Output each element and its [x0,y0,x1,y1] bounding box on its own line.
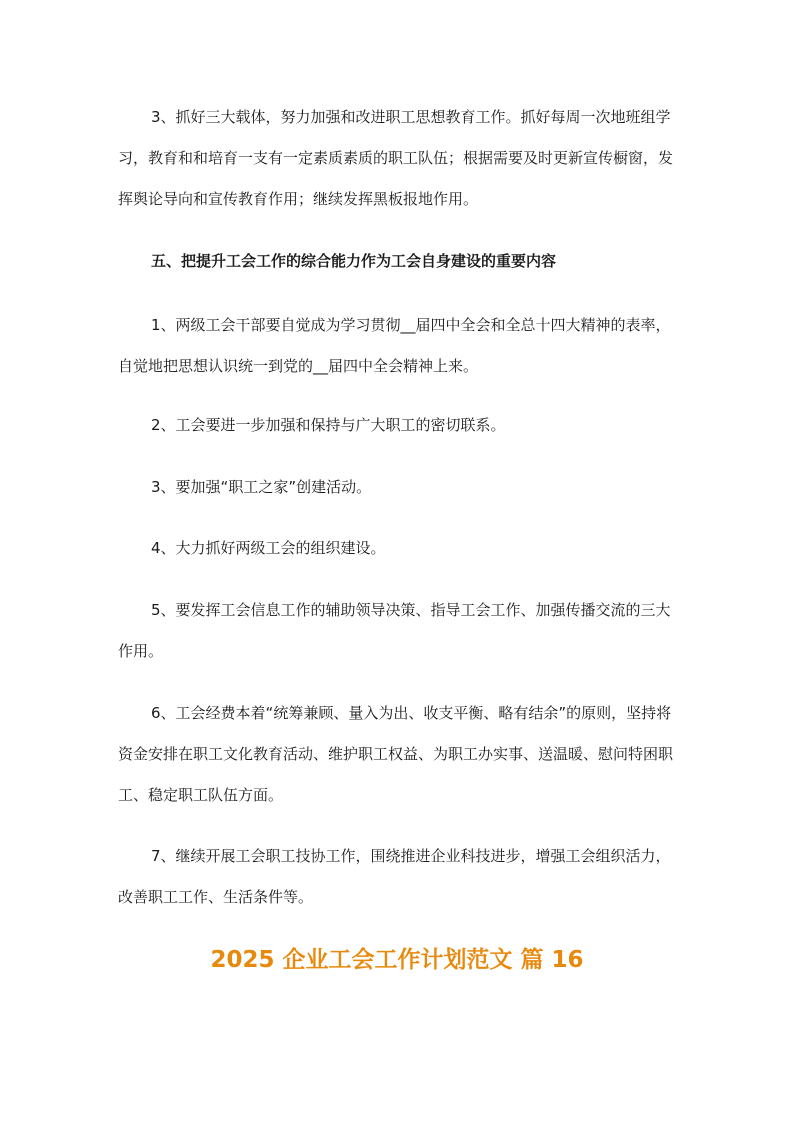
paragraph-item-2-contact: 2、工会要进一步加强和保持与广大职工的密切联系。 [151,416,506,434]
paragraph-item-3-carriers: 3、抓好三大载体，努力加强和改进职工思想教育工作。抓好每周一次地班组学习，教育和和培育一支有一定素质素质的职工队伍；根据需要及时更新宣传橱窗，发挥舆论导向和宣传教育作用；继续发挥黑板报地作用。 [118,108,674,208]
paragraph-item-3-home: 3、要加强“职工之家”创建活动。 [151,478,372,496]
paragraph-item-4-organization: 4、大力抓好两级工会的组织建设。 [151,539,386,557]
paragraph-item-6-funds: 6、工会经费本着“统筹兼顾、量入为出、收支平衡、略有结余”的原则，坚持将资金安排在职工文化教育活动、维护职工权益、为职工办实事、送温暖、慰问特困职工、稳定职工队伍方面。 [118,704,674,804]
paragraph-item-1-cadres: 1、两级工会干部要自觉成为学习贯彻__届四中全会和全总十四大精神的表率，自觉地把思想认识统一到党的__届四中全会精神上来。 [118,316,671,375]
paragraph-item-7-technology: 7、继续开展工会职工技协工作，围绕推进企业科技进步，增强工会组织活力，改善职工工作、生活条件等。 [118,847,671,906]
paragraph-item-5-information: 5、要发挥工会信息工作的辅助领导决策、指导工会工作、加强传播交流的三大作用。 [118,601,671,660]
section-heading-five: 五、把提升工会工作的综合能力作为工会自身建设的重要内容 [151,252,557,270]
section-title: 2025 企业工会工作计划范文 篇 16 [210,947,584,973]
